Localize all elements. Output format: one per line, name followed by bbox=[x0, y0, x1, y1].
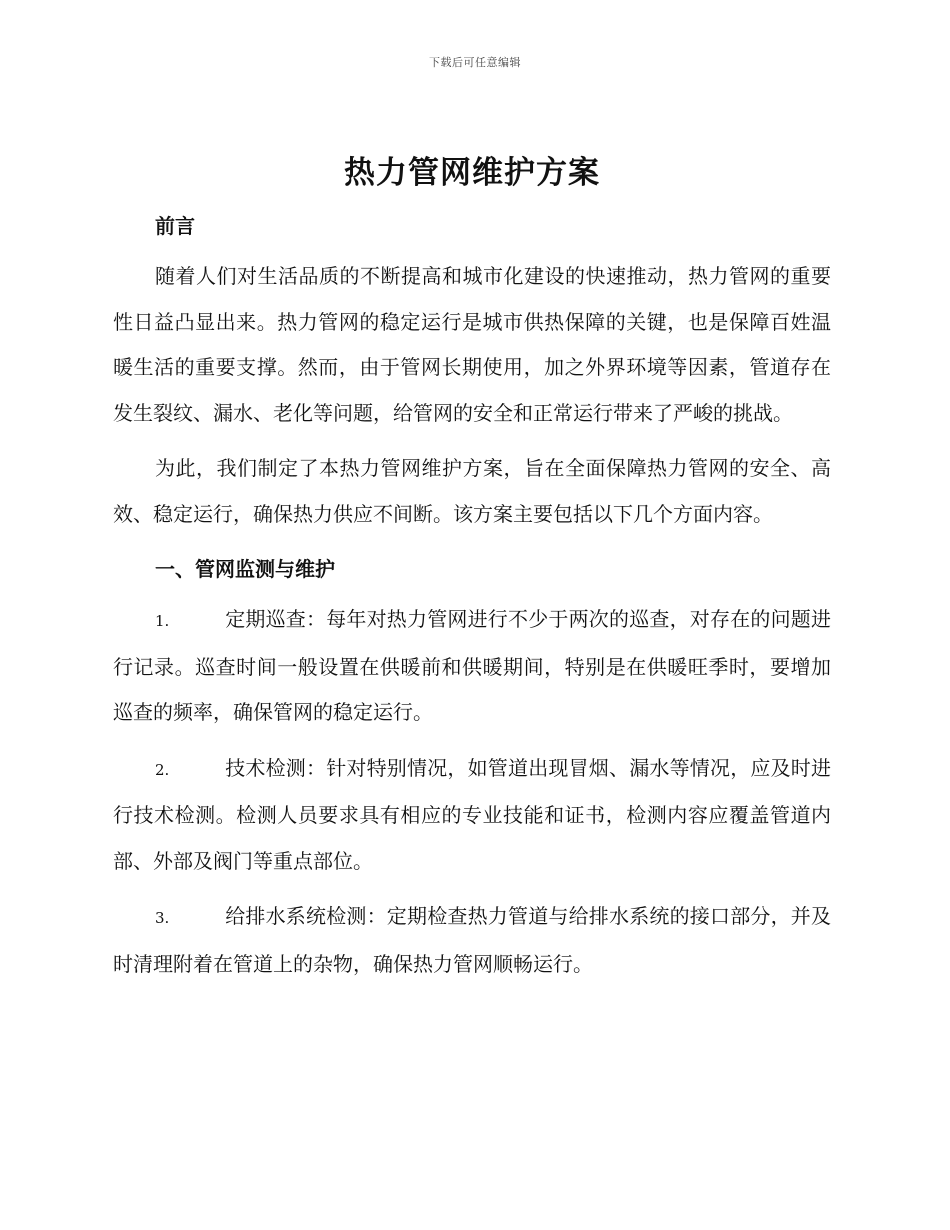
list-item bbox=[113, 746, 831, 885]
preface-heading: 前言 bbox=[155, 214, 195, 238]
list-item-number: 3. bbox=[155, 909, 170, 927]
document-title: 热力管网维护方案 bbox=[344, 155, 600, 191]
list-item bbox=[113, 894, 831, 987]
list-item-text: 给排水系统检测：定期检查热力管道与给排水系统的接口部分，并及时清理附着在管道上的杂物，确保热力管网顺畅运行。 bbox=[113, 904, 831, 976]
preface-section bbox=[113, 210, 831, 537]
section-heading: 一、管网监测与维护 bbox=[155, 557, 335, 581]
list-item-number: 2. bbox=[155, 760, 170, 779]
header-note: 下载后可任意编辑 bbox=[429, 56, 521, 69]
document-body bbox=[113, 148, 831, 997]
list-item-text: 技术检测：针对特别情况，如管道出现冒烟、漏水等情况，应及时进行技术检测。检测人员要求具有相应的专业技能和证书，检测内容应覆盖管道内部、外部及阀门等重点部位。 bbox=[113, 755, 831, 873]
section-monitoring-maintenance bbox=[113, 553, 831, 987]
list-item-number: 1. bbox=[155, 612, 170, 630]
preface-paragraph: 为此，我们制定了本热力管网维护方案，旨在全面保障热力管网的安全、高效、稳定运行，确保热力供应不间断。该方案主要包括以下几个方面内容。 bbox=[113, 456, 831, 526]
list-item bbox=[113, 597, 831, 736]
list-item-text: 定期巡查：每年对热力管网进行不少于两次的巡查，对存在的问题进行记录。巡查时间一般设置在供暖前和供暖期间，特别是在供暖旺季时，要增加巡查的频率，确保管网的稳定运行。 bbox=[113, 607, 831, 724]
preface-paragraph: 随着人们对生活品质的不断提高和城市化建设的快速推动，热力管网的重要性日益凸显出来。热力管网的稳定运行是城市供热保障的关键，也是保障百姓温暖生活的重要支撑。然而，由于管网长期使用，加之外界环境等因素，管道存在发生裂纹、漏水、老化等问题，给管网的安全和正常运行带来了严峻的挑战。 bbox=[113, 264, 831, 425]
